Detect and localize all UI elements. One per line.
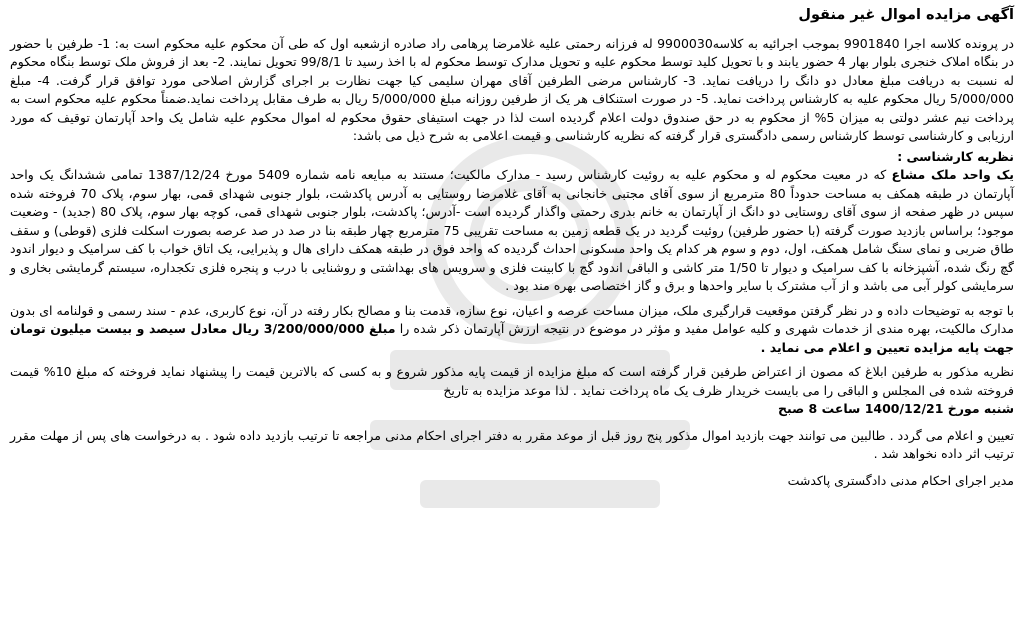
expert-lead: یک واحد ملک مشاع	[891, 167, 1014, 182]
auction-paragraph	[10, 363, 1014, 419]
notice-title: آگهی مزایده اموال غیر منقول	[798, 7, 1014, 23]
valuation-amount: مبلغ 3/200/000/000 ریال معادل سیصد و بیست میلیون تومان جهت پایه مزایده تعیین و اعلام می نماید .	[10, 321, 1014, 355]
expert-paragraph	[10, 166, 1014, 296]
auction-date: شنبه مورخ 1400/12/21 ساعت 8 صبح	[777, 401, 1014, 416]
visit-paragraph: تعیین و اعلام می گردد . طالبین می توانند جهت بازدید اموال مذکور پنج روز قبل از موعد مقرر به دفتر اجرای احکام مدنی مراجعه تا ترتیب بازدید داده شود . به درخواست های پس از مهلت مقرر ترتیب اثر داده نخواهد شد .	[10, 427, 1014, 461]
valuation-body: با توجه به توضیحات داده و در نظر گرفتن موقعیت قرارگیری ملک، میزان مساحت عرصه و اعیان، نوع سازه، قدمت بنا و مصالح بکار رفته در آن، نوع کاربری، عدم - سند رسمی و قولنامه ای بدون مدارک مالکیت، بهره مندی از خدمات شهری و کلیه عوامل مفید و مؤثر در موضوع در نتیجه ارزش آپارتمان ذکر شده را	[10, 302, 1015, 336]
expert-heading: نظریه کارشناسی :	[897, 148, 1014, 164]
auction-body: نظریه مذکور به طرفین ابلاغ که مصون از اعتراض طرفین قرار گرفته است که مبلغ مزایده از قیمت پایه مذکور شروع و به کسی که بالاترین قیمت را پیشنهاد نماید فروخته که مبلغ 10% قیمت فروخته شده فی المجلس و الباقی را می بایست خریدار ظرف یک ماه پرداخت نماید . لذا موعد مزایده به تاریخ	[10, 364, 1015, 398]
valuation-paragraph	[10, 302, 1014, 358]
intro-paragraph: در پرونده کلاسه اجرا 9901840 بموجب اجرائیه به کلاسه9900030 له فرزانه رحمتی علیه غلامرضا پرهامی راد صادره ازشعبه اول که طی آن محکوم علیه محکوم است به: 1- طرفین با حضور در بنگاه املاک خنجری بلوار بهار 4 حضور یابند و با تحویل کلید توسط محکوم علیه و تحویل مدارک توسط محکوم له با اخذ رسید تا 99/8/1 تحویل نمایند. 2- بعد از فروش ملک توسط بنگاه محکوم له نسبت به دریافت مبلغ معادل دو دانگ را دریافت نماید. 3- کارشناس مرضی الطرفین آقای مهران سلیمی کیا جهت نظارت بر اجرای گزارش اصلاحی مورد توافق قرار گرفت. 4- مبلغ 5/000/000 ریال محکوم علیه به کارشناس پرداخت نماید. 5- در صورت استنکاف هر یک از طرفین روزانه مبلغ 5/000/000 ریال به طرف مقابل پرداخت نماید.ضمناً محکوم علیه محکوم است به پرداخت نیم عشر دولتی به میزان 5% از محکوم به در حق صندوق دولت اعلام گردیده است لذا در جهت استیفای حقوق محکوم له اموال محکوم علیه شامل یک واحد آپارتمان توقیف که مورد ارزیابی و کارشناسی توسط کارشناس رسمی دادگستری قرار گرفته که نظریه کارشناسی و قیمت اعلامی به شرح ذیل می باشد:	[10, 35, 1015, 143]
auction-notice	[10, 6, 1014, 624]
signature: مدیر اجرای احکام مدنی دادگستری پاکدشت	[787, 472, 1014, 488]
expert-body: که در معیت محکوم له و محکوم علیه به روئیت کارشناس رسید - مدارک مالکیت؛ مستند به مبایعه نامه شماره 5409 مورخ 1387/12/24 تمامی ششدانگ یک واحد آپارتمان در طبقه همکف به مساحت حدوداً 80 مترمربع از سوی آقای مجتبی خانجانی به آقای غلامرضا روستایی به آدرس پاکدشت، بلوار جنوبی شهدای قمی، بهار سوم، پلاک 70 فروخته شده سپس در ظهر صفحه از سوی آقای روستایی دو دانگ از آپارتمان به خانم بدری رحمتی واگذار گردیده است -آدرس؛ پاکدشت، بلوار جنوبی شهدای قمی، کوچه بهار سوم، پلاک 80 (جدید) - وضعیت موجود؛ براساس بازدید صورت گرفته (با حضور طرفین) روئیت گردید در یک قطعه زمین به مساحت تقریبی 75 مترمربع چهار طبقه بنا در صد در صد عرصه بصورت اسکلت فلزی (قوطی) و سقف طاق ضربی و نمای سنگ شامل همکف، اول، دوم و سوم هر کدام یک واحد مسکونی احداث گردیده که واحد فوق در طبقه همکف دارای هال و پذیرایی، یک اتاق خواب با کف سرامیک و دیوار اندود گچ رنگ شده، آشپزخانه با کف سرامیک و دیوار تا 1/50 متر کاشی و الباقی اندود گچ با کابینت فلزی و سرویس های بهداشتی و روشنایی با درب و پنجره فلزی تکجداره، سیستم گرمایشی بخاری و سرمایشی کولر آبی می باشد و از آب مشترک با سایر واحدها و برق و گاز اختصاصی بهره مند بود .	[10, 167, 1015, 293]
